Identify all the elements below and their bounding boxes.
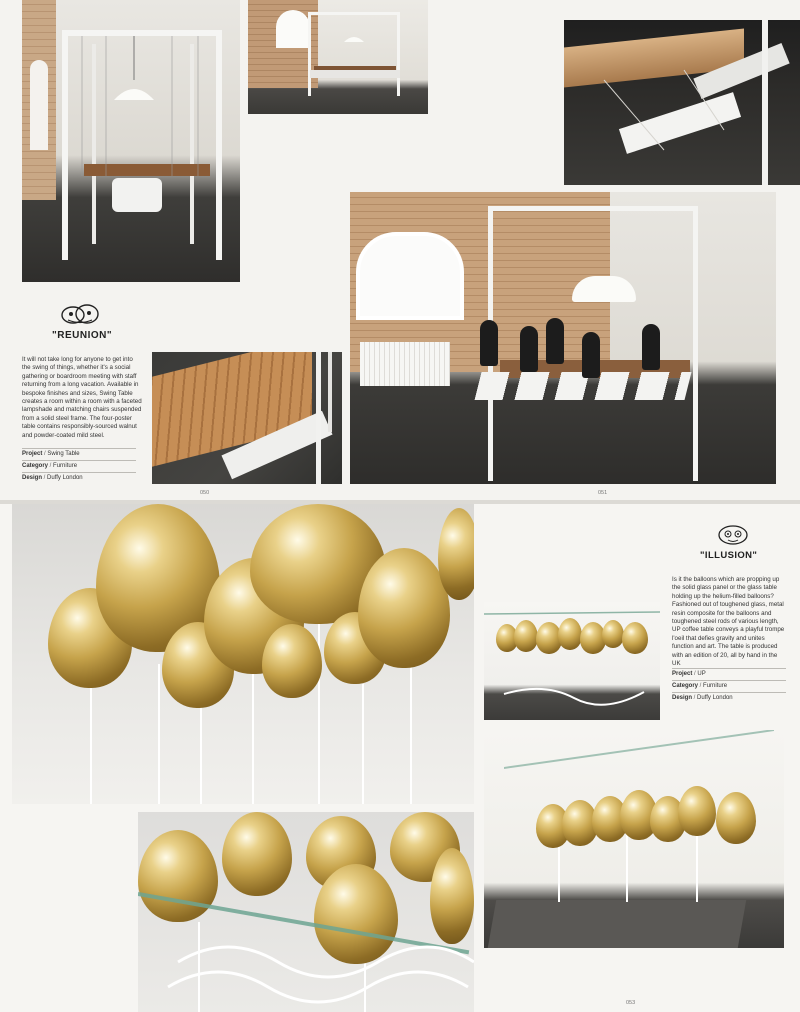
illusion-title: "ILLUSION" bbox=[700, 550, 758, 561]
top-spread bbox=[0, 0, 800, 500]
illusion-description: Is it the balloons which are propping up the solid glass panel or the glass table holding up the helium-filled balloons? Fashioned out of toughened glass, metal resin composite for the balloons and toughened steel rods of various length, UP coffee table conveys a playful trompe l'oeil that defies gravity and unites function and art. The table is produced with an edition of 20, all by hand in the UK bbox=[672, 576, 785, 668]
meta-label: Design bbox=[672, 695, 693, 701]
reunion-logo-icon bbox=[60, 302, 100, 326]
meta-value: Duffy London bbox=[47, 475, 83, 481]
reunion-meta-design: Design / Duffy London bbox=[22, 472, 136, 484]
swing-seat-detail-photo bbox=[564, 20, 800, 185]
balloon-table-closeup-photo bbox=[12, 504, 474, 804]
reunion-description: It will not take long for anyone to get into the swing of things, whether it's a social gathering or boardroom meeting with staff returning from a long vacation. Available in bespoke finishes and sizes, Swing Table creates a room within a room with a faceted lampshade and matching chairs suspended from a solid steel frame. The four-poster table contains responsibly-sourced walnut and powder-coated mild steel. bbox=[22, 356, 142, 439]
meta-label: Project bbox=[672, 671, 693, 677]
meta-label: Category bbox=[672, 683, 699, 689]
balloon-table-plinth-photo bbox=[484, 730, 784, 948]
folio-bottom: 053 bbox=[626, 1000, 636, 1006]
swing-table-top-detail-photo bbox=[152, 352, 342, 484]
illusion-meta-design: Design / Duffy London bbox=[672, 692, 786, 704]
balloon-table-glass-edge-photo bbox=[138, 812, 474, 1012]
swing-table-wide-photo bbox=[248, 0, 428, 114]
meta-value: Duffy London bbox=[697, 695, 733, 701]
folio-right: 051 bbox=[598, 490, 608, 496]
meta-label: Project bbox=[22, 451, 43, 457]
balloon-table-small-photo bbox=[484, 602, 660, 720]
reunion-meta-project: Project / Swing Table bbox=[22, 448, 136, 460]
meta-value: Swing Table bbox=[47, 451, 80, 457]
swing-table-room-photo bbox=[22, 0, 240, 282]
meta-label: Category bbox=[22, 463, 49, 469]
meta-value: Furniture bbox=[703, 683, 728, 689]
meta-value: Furniture bbox=[53, 463, 78, 469]
meta-label: Design bbox=[22, 475, 43, 481]
folio-left: 050 bbox=[200, 490, 210, 496]
illusion-meta-category: Category / Furniture bbox=[672, 680, 786, 692]
reunion-meta-category: Category / Furniture bbox=[22, 460, 136, 472]
illusion-meta-project: Project / UP bbox=[672, 668, 786, 680]
illusion-logo-icon bbox=[716, 524, 750, 546]
reunion-title: "REUNION" bbox=[52, 330, 113, 341]
swing-table-people-photo bbox=[350, 192, 776, 484]
meta-value: UP bbox=[697, 671, 706, 677]
